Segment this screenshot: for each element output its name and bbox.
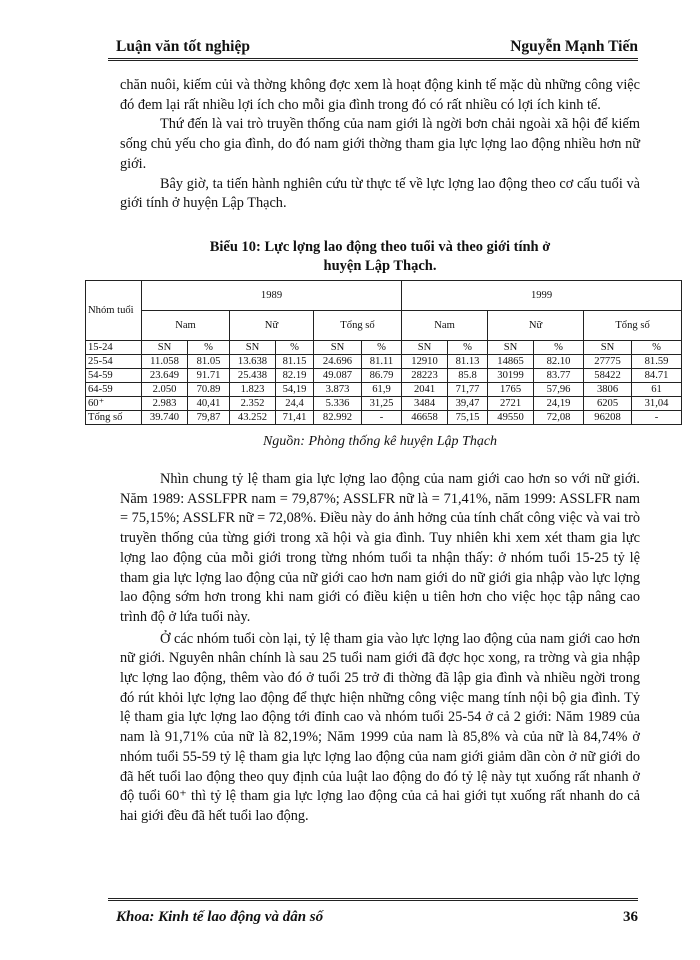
table-cell: 49.087 <box>314 369 362 383</box>
intro-text <box>120 76 640 214</box>
table-row <box>86 411 682 425</box>
col-label: SN <box>230 341 276 355</box>
table-cell: 2041 <box>402 383 448 397</box>
table-cell: 2.050 <box>142 383 188 397</box>
col-label: SN <box>142 341 188 355</box>
table-cell: 71,77 <box>448 383 488 397</box>
table-title <box>120 238 640 276</box>
row-label-cell: 60⁺ <box>86 397 142 411</box>
table-cell: 11.058 <box>142 355 188 369</box>
table-title-line-2: huyện Lập Thạch. <box>323 258 437 274</box>
table-cell: 84.71 <box>632 369 682 383</box>
table-cell: 13.638 <box>230 355 276 369</box>
col-label: SN <box>488 341 534 355</box>
col-label: % <box>632 341 682 355</box>
labor-force-table <box>85 280 682 425</box>
table-cell: - <box>632 411 682 425</box>
row-label-cell: Tổng số <box>86 411 142 425</box>
table-cell: 81.15 <box>276 355 314 369</box>
table-cell: 61 <box>632 383 682 397</box>
table-cell: 82.10 <box>534 355 584 369</box>
col-label: % <box>276 341 314 355</box>
table-cell: 2721 <box>488 397 534 411</box>
table-cell: 71,41 <box>276 411 314 425</box>
table-cell: 14865 <box>488 355 534 369</box>
table-row <box>86 383 682 397</box>
table-cell: 12910 <box>402 355 448 369</box>
row-label-cell: 25-54 <box>86 355 142 369</box>
table-source: Nguồn: Phòng thống kê huyện Lập Thạch <box>262 434 498 449</box>
subgroup-header: Nữ <box>488 311 584 341</box>
table-cell: 28223 <box>402 369 448 383</box>
table-cell: 91.71 <box>188 369 230 383</box>
table-cell: - <box>362 411 402 425</box>
row-label-cell: 54-59 <box>86 369 142 383</box>
table-cell: 82.19 <box>276 369 314 383</box>
table-cell: 24,19 <box>534 397 584 411</box>
intro-paragraph-2: Thứ đến là vai trò truyền thống của nam giới là ngời bơn chải ngoài xã hội để kiếm sống chủ yếu cho gia đình, do đó nam giới thờng tham gia lực lợng lao động nhiều hơn nữ giới. <box>120 116 640 172</box>
subgroup-header: Nam <box>402 311 488 341</box>
table-cell: 49550 <box>488 411 534 425</box>
table-cell: 81.11 <box>362 355 402 369</box>
subgroup-header: Nam <box>142 311 230 341</box>
col-label: SN <box>584 341 632 355</box>
table-cell: 85.8 <box>448 369 488 383</box>
table-row <box>86 397 682 411</box>
subgroup-header: Tổng số <box>584 311 682 341</box>
table-cell: 81.05 <box>188 355 230 369</box>
table-cell: 39,47 <box>448 397 488 411</box>
table-cell: 58422 <box>584 369 632 383</box>
table-cell: 5.336 <box>314 397 362 411</box>
col-label: % <box>448 341 488 355</box>
table-cell: 24.696 <box>314 355 362 369</box>
table-cell: 79,87 <box>188 411 230 425</box>
table-cell: 2.983 <box>142 397 188 411</box>
table-cell: 72,08 <box>534 411 584 425</box>
col-label: SN <box>314 341 362 355</box>
table-cell: 96208 <box>584 411 632 425</box>
table-cell: 23.649 <box>142 369 188 383</box>
table-cell: 31,04 <box>632 397 682 411</box>
table-cell: 81.59 <box>632 355 682 369</box>
table-cell: 86.79 <box>362 369 402 383</box>
year-header-1999: 1999 <box>402 281 682 311</box>
table-cell: 40,41 <box>188 397 230 411</box>
table-cell: 3806 <box>584 383 632 397</box>
table-cell: 81.13 <box>448 355 488 369</box>
table-cell: 75,15 <box>448 411 488 425</box>
table-cell: 39.740 <box>142 411 188 425</box>
table-cell: 82.992 <box>314 411 362 425</box>
table-body <box>86 355 682 425</box>
table-cell: 25.438 <box>230 369 276 383</box>
analysis-text <box>120 470 640 827</box>
table-cell: 30199 <box>488 369 534 383</box>
col-label: % <box>362 341 402 355</box>
table-cell: 1765 <box>488 383 534 397</box>
col-label-row <box>86 341 682 355</box>
table-row <box>86 369 682 383</box>
table-cell: 46658 <box>402 411 448 425</box>
table-cell: 3.873 <box>314 383 362 397</box>
header-left-title: Luận văn tốt nghiệp <box>116 38 250 55</box>
table-cell: 1.823 <box>230 383 276 397</box>
table-cell: 54,19 <box>276 383 314 397</box>
subgroup-header: Tổng số <box>314 311 402 341</box>
table-cell: 61,9 <box>362 383 402 397</box>
table-cell: 24,4 <box>276 397 314 411</box>
table-cell: 6205 <box>584 397 632 411</box>
col-label: % <box>534 341 584 355</box>
table-cell: 83.77 <box>534 369 584 383</box>
header-author: Nguyễn Mạnh Tiến <box>510 38 638 55</box>
page-number: 36 <box>623 909 638 925</box>
page-footer <box>108 898 638 925</box>
intro-paragraph-1: chăn nuôi, kiếm củi và thờng không đợc xem là hoạt động kinh tế mặc dù những công việc đó đem lại rất nhiều lợi ích cho mỗi gia đình trong đó có rất nhiều có lợi ích kinh tế. <box>120 77 640 113</box>
group-header-cell: Nhóm tuổi <box>86 281 142 341</box>
subgroup-header: Nữ <box>230 311 314 341</box>
table-cell: 43.252 <box>230 411 276 425</box>
col-label: SN <box>402 341 448 355</box>
year-header-1989: 1989 <box>142 281 402 311</box>
page-header <box>108 36 638 61</box>
footer-faculty: Khoa: Kinh tế lao động và dân số <box>116 909 324 925</box>
body-paragraph-2: Ở các nhóm tuổi còn lại, tỷ lệ tham gia vào lực lợng lao động của nam giới cao hơn nữ giới. Nguyên nhân chính là sau 25 tuổi nam giới đã đợc học xong, ra trờng và gia nhập lực lợng lao động, thêm vào đó ở tuổi 25 trở đi thờng đã lập gia đình và nhiều ngời trong đó rút khỏi lực lợng lao động để thực hiện những công việc mang tính nội bộ gia đình. Tỷ lệ tham gia lực lợng lao động tới đỉnh cao và nhóm tuổi 25-54 ở cả 2 giới: Năm 1989 của nam là 91,71% của nữ là 82,19%; Năm 1999 của nam là 85,8% và của nữ là 84,74% ở nhóm tuổi 55-59 tỷ lệ tham gia lực lợng lao động của nam giới giảm dần còn ở nữ giới do đã hết tuổi lao động theo quy định của luật lao động do đó tỷ lệ này tụt xuống rất nhanh ở độ tuổi 60⁺ thì tỷ lệ tham gia lực lợng lao động của cả hai giới tụt xuống rất nhanh do cả hai giới đều đã hết tuổi lao động. <box>120 630 640 824</box>
table-title-line-1: Biểu 10: Lực lợng lao động theo tuổi và theo giới tính ở <box>209 239 551 255</box>
table-cell: 3484 <box>402 397 448 411</box>
table-cell: 2.352 <box>230 397 276 411</box>
row-label-cell: 64-59 <box>86 383 142 397</box>
table-cell: 70.89 <box>188 383 230 397</box>
table-cell: 27775 <box>584 355 632 369</box>
intro-paragraph-3: Bây giờ, ta tiến hành nghiên cứu từ thực tế về lực lợng lao động theo cơ cấu tuổi và giới tính ở huyện Lập Thạch. <box>120 175 640 212</box>
body-paragraph-1: Nhìn chung tỷ lệ tham gia lực lợng lao động của nam giới cao hơn so với nữ giới. Năm 1989: ASSLFPR nam = 79,87%; ASSLFR nữ là = 71,41%, năm 1999: ASSLFR nam = 75,15%; ASSLFR nữ = 72,08%. Điều này do ảnh hởng của tính chất công việc và vai trò truyền thống của từng giới trong xã hội và gia đình. Tuy nhiên khi xem xét tham gia lực lợng lao động của mỗi giới trong từng nhóm tuổi ta nhận thấy: ở nhóm tuổi 15-25 tỷ lệ tham gia lực lợng lao động của nữ giới cao hơn nam giới do nữ giới gia nhập vào lực lợng lao động sớm hơn trong khi nam giới có điều kiện u tiên hơn cho việc học tập nâng cao trình độ ở lứa tuổi này. <box>120 471 640 625</box>
col-label: % <box>188 341 230 355</box>
row-label-cell: 15-24 <box>86 341 142 355</box>
table-cell: 57,96 <box>534 383 584 397</box>
table-row <box>86 355 682 369</box>
table-cell: 31,25 <box>362 397 402 411</box>
